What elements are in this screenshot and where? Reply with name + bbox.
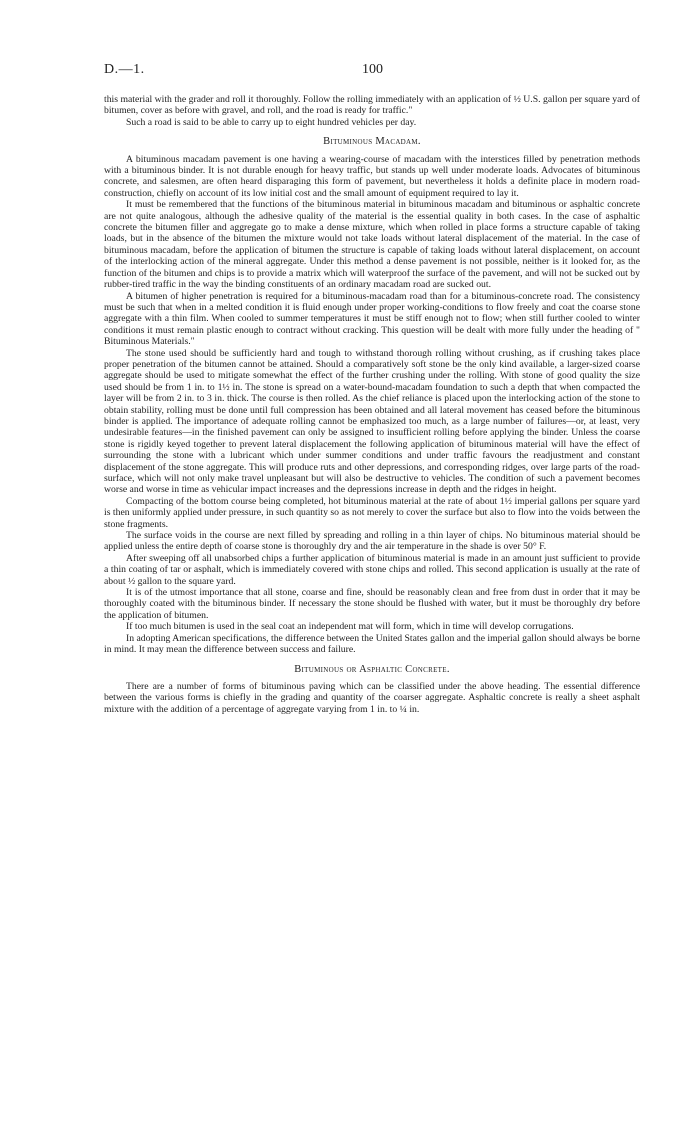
paragraph-american-specs: In adopting American specifications, the difference between the United States gallon and the imperial gallon should always be borne in mind. It may mean the difference between success and failure. [104,632,640,656]
paragraph-sweeping: After sweeping off all unabsorbed chips a further application of bituminous material is made in an amount just sufficient to provide a thin coating of tar or asphalt, which is immediately covered with stone chips and rolled. This second application is usually at the rate of about ½ gallon to the square yard. [104,552,640,587]
page-number: 100 [362,62,383,77]
document-reference: D.—1. [104,62,145,77]
paragraph-too-much-bitumen: If too much bitumen is used in the seal coat an independent mat will form, which in time will develop corrugations. [126,621,574,633]
paragraph-stone: The stone used should be sufficiently hard and tough to withstand thorough rolling without crushing, as if crushing takes place proper penetration of the bitumen cannot be attained. Should a comparatively soft stone be the only kind available, a larger-sized coarse aggregate should be used to mitigate somewhat the effect of the further crushing under the rolling. With stone of good quality the size used should be from 1 in. to 1½ in. The stone is spread on a water-bound-macadam foundation to such a depth that when compacted the layer will be from 2 in. to 3 in. thick. The course is then rolled. As the chief reliance is placed upon the interlocking action of the stone to obtain stability, rolling must be done until full compression has been obtained and all lateral movement has ceased before the bituminous binder is applied. The importance of adequate rolling cannot be emphasized too much, as a large number of failures—or, at least, very undesirable features—in the finished pavement can only be assigned to insufficient rolling before applying the binder. Unless the coarse stone is rigidly keyed together to prevent lateral displacement the following application of bituminous material will have the effect of surrounding the stone with a lubricant which under summer conditions and under traffic favours the readjustment and constant displacement of the stone aggregate. This will produce ruts and other depressions, and corresponding ridges, over large parts of the road-surface, which will not only make travel unpleasant but will also be destructive to vehicles. The condition of such a pavement becomes worse and worse in time as vehicular impact increases and the depressions increase in depth and the ridges in height. [104,347,640,496]
paragraph-surface-voids: The surface voids in the course are next filled by spreading and rolling in a thin layer of chips. No bituminous material should be applied unless the entire depth of coarse stone is thoroughly dry and the air temperature in the shade is over 50° F. [104,530,640,553]
page-header [104,64,640,86]
paragraph-penetration: A bitumen of higher penetration is required for a bituminous-macadam road than for a bituminous-concrete road. The consistency must be such that when in a melted condition it is fluid enough under proper working-conditions to flow freely and coat the coarse stone aggregate with a thin film. When cooled to summer temperatures it must be stiff enough not to flow; when still further cooled to winter conditions it must remain plastic enough to contract without cracking. This question will be dealt with more fully under the heading of " Bituminous Materials." [104,290,640,348]
paragraph-road-capacity: Such a road is said to be able to carry up to eight hundred vehicles per day. [126,116,417,128]
paragraph-continued: this material with the grader and roll it thoroughly. Follow the rolling immediately with an application of ½ U.S. gallon per square yard of bitumen, cover as before with gravel, and roll, and the road is ready for traffic." [104,94,640,117]
paragraph-macadam-definition: A bituminous macadam pavement is one having a wearing-course of macadam with the interstices filled by penetration methods with a bituminous binder. It is not durable enough for heavy traffic, but stands up well under moderate loads. Advocates of bituminous concrete, and salesmen, are often heard disparaging this form of pavement, but nevertheless it holds a definite place in modern road-construction, chiefly on account of its low initial cost and the small amount of equipment required to lay it. [104,153,640,199]
paragraph-functions: It must be remembered that the functions of the bituminous material in bituminous macadam and bituminous or asphaltic concrete are not quite analogous, although the adhesive quality of the material is the essential quality in both cases. In the case of asphaltic concrete the bitumen filler and aggregate go to make a dense mixture, which when rolled in place forms a structure capable of taking loads, but in the absence of the bitumen the mixture would not take loads without lateral displacement of the material. In the case of bituminous macadam, before the application of bitumen the structure is capable of taking loads without lateral displacement, on account of the interlocking action of the mineral aggregate. Under this method a dense pavement is not possible, neither is it looked for, as the function of the bitumen and chips is to provide a matrix which will waterproof the surface of the pavement, and will not be sucked out by rubber-tired traffic in the way the binding constituents of an ordinary macadam road are sucked out. [104,199,640,291]
document-page [104,64,640,715]
paragraph-clean-stone: It is of the utmost importance that all stone, coarse and fine, should be reasonably clean and free from dust in order that it may be thoroughly coated with the bituminous binder. If necessary the stone should be flushed with water, but it must be thoroughly dry before the application of bitumen. [104,587,640,621]
paragraph-forms-of-paving: There are a number of forms of bituminous paving which can be classified under the above heading. The essential difference between the various forms is chiefly in the grading and quantity of the coarser aggregate. Asphaltic concrete is really a sheet asphalt mixture with the addition of a percentage of aggregate varying from 1 in. to ¼ in. [104,680,640,715]
section-heading-bituminous-macadam: Bituminous Macadam. [323,136,421,148]
section-heading-asphaltic-concrete: Bituminous or Asphaltic Concrete. [294,663,450,675]
paragraph-compacting: Compacting of the bottom course being completed, hot bituminous material at the rate of about 1½ imperial gallons per square yard is then uniformly applied under pressure, in such quantity so as not merely to cover the surface but also to flow into the voids between the stone fragments. [104,495,640,530]
